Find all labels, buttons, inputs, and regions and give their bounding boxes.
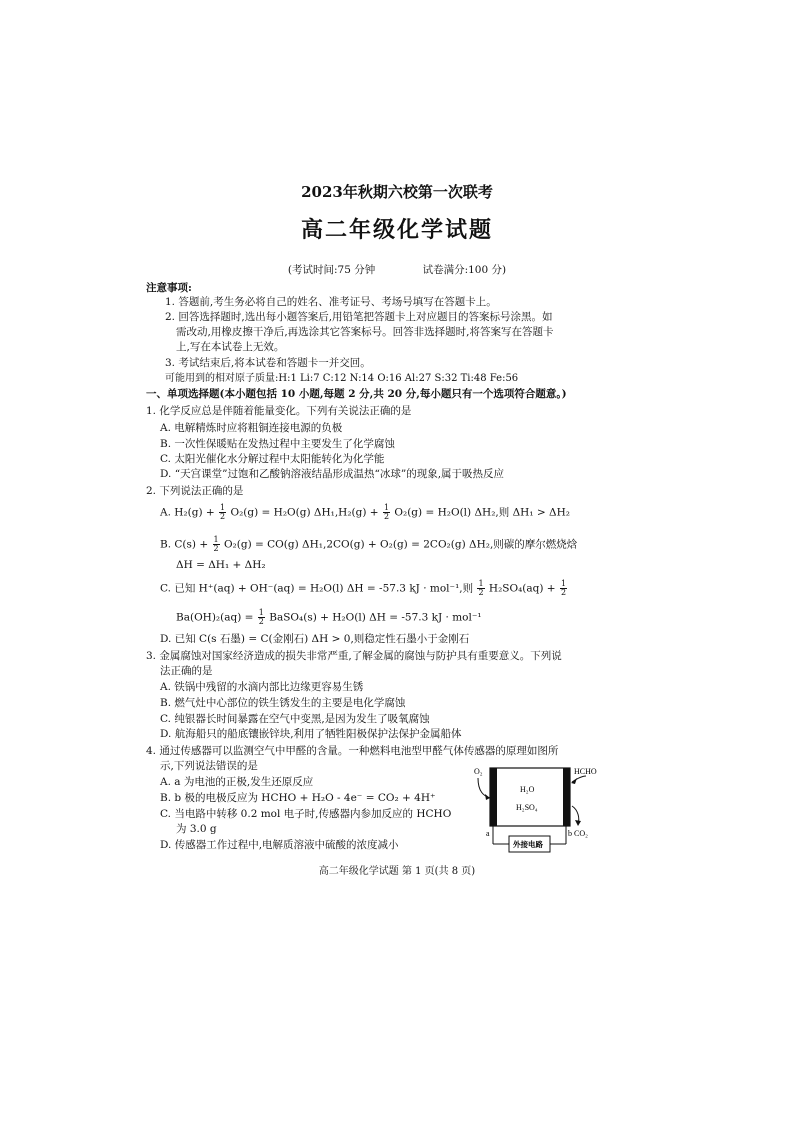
notice-item-2: 2. 回答选择题时,选出每小题答案后,用铅笔把答题卡上对应题目的答案标号涂黑。如	[165, 311, 553, 323]
notice-item-2-cont: 需改动,用橡皮擦干净后,再选涂其它答案标号。回答非选择题时,将答案写在答题卡	[176, 326, 554, 338]
fraction: $\frac{1}{2}$	[258, 608, 264, 626]
q2-option-b	[160, 536, 577, 553]
o2-arrow	[478, 778, 490, 798]
electrode-a	[490, 768, 497, 826]
notice-item-1: 1. 答题前,考生务必将自己的姓名、准考证号、考场号填写在答题卡上。	[165, 296, 497, 308]
q2-option-c-cont	[176, 609, 482, 626]
notice-heading: 注意事项:	[146, 282, 192, 294]
q2-option-a	[160, 504, 570, 521]
fuel-cell-diagram	[474, 762, 614, 862]
electrode-a-label: a	[486, 829, 490, 838]
q2-c-part3: Ba(OH)₂(aq) =	[176, 611, 254, 624]
notice-item-2-end: 上,写在本试卷上无效。	[176, 341, 285, 353]
q3-stem-cont: 法正确的是	[160, 665, 213, 677]
q2-c-part2: H₂SO₄(aq) +	[488, 582, 556, 595]
fraction: $\frac{1}{2}$	[383, 503, 390, 521]
electrode-b-label: b	[568, 829, 572, 838]
acid-label: H₂SO₄	[516, 803, 538, 812]
arrow-head	[571, 778, 577, 784]
fraction: $\frac{1}{2}$	[560, 579, 567, 597]
q3-stem: 3. 金属腐蚀对国家经济造成的损失非常严重,了解金属的腐蚀与防护具有重要意义。下列说	[146, 650, 562, 662]
q1-option-a: A. 电解精炼时应将粗铜连接电源的负极	[160, 422, 343, 434]
page-footer: 高二年级化学试题 第 1 页(共 8 页)	[318, 866, 476, 877]
atomic-masses: 可能用到的相对原子质量:H:1 Li:7 C:12 N:14 O:16 Al:27 S:32 Ti:48 Fe:56	[165, 373, 519, 384]
exam-subtitle: 高二年级化学试题	[300, 217, 493, 243]
q1-stem: 1. 化学反应总是伴随着能量变化。下列有关说法正确的是	[146, 405, 412, 417]
q4-option-b: B. b 极的电极反应为 HCHO + H₂O - 4e⁻ = CO₂ + 4H⁺	[160, 792, 436, 804]
section-heading: 一、单项选择题(本小题包括 10 小题,每题 2 分,共 20 分,每小题只有一个选项符合题意。)	[146, 388, 567, 400]
q4-stem-cont: 示,下列说法错误的是	[160, 760, 258, 772]
q2-b-part2: O₂(g) = CO(g) ΔH₁,2CO(g) + O₂(g) = 2CO₂(g) ΔH₂,则碳的摩尔燃烧焓	[223, 538, 578, 551]
q2-b-part1: B. C(s) +	[160, 538, 209, 551]
fraction: $\frac{1}{2}$	[213, 535, 219, 553]
q4-option-c-cont: 为 3.0 g	[176, 823, 217, 835]
q1-option-c: C. 太阳光催化水分解过程中太阳能转化为化学能	[160, 453, 385, 465]
q2-a-part2: O₂(g) = H₂O(g) ΔH₁,H₂(g) +	[230, 506, 379, 519]
arrow-head	[575, 820, 581, 826]
exam-time: (考试时间:75 分钟	[287, 264, 376, 276]
q2-stem: 2. 下列说法正确的是	[146, 485, 244, 497]
circuit-label: 外接电路	[513, 840, 543, 849]
q2-c-part1: C. 已知 H⁺(aq) + OH⁻(aq) = H₂O(l) ΔH = -57.3 kJ · mol⁻¹,则	[160, 582, 474, 595]
q2-option-d: D. 已知 C(s 石墨) = C(金刚石) ΔH > 0,则稳定性石墨小于金刚石	[160, 633, 470, 645]
q4-stem: 4. 通过传感器可以监测空气中甲醛的含量。一种燃料电池型甲醛气体传感器的原理如图所	[146, 745, 559, 757]
q3-option-c: C. 纯银器长时间暴露在空气中变黑,是因为发生了吸氧腐蚀	[160, 713, 430, 725]
exam-score: 试卷满分:100 分)	[422, 264, 507, 276]
fraction: $\frac{1}{2}$	[220, 503, 226, 521]
q4-option-a: A. a 为电池的正极,发生还原反应	[160, 776, 314, 788]
exam-title: 2023年秋期六校第一次联考	[301, 183, 493, 201]
q2-a-part3: O₂(g) = H₂O(l) ΔH₂,则 ΔH₁ > ΔH₂	[394, 506, 570, 519]
q4-option-c: C. 当电路中转移 0.2 mol 电子时,传感器内参加反应的 HCHO	[160, 808, 452, 820]
q4-option-d: D. 传感器工作过程中,电解质溶液中硫酸的浓度减小	[160, 839, 399, 851]
exam-info	[0, 262, 794, 277]
q2-option-b-cont: ΔH = ΔH₁ + ΔH₂	[176, 559, 266, 571]
q3-option-b: B. 燃气灶中心部位的铁生锈发生的主要是电化学腐蚀	[160, 697, 406, 709]
hcho-label: HCHO	[574, 767, 597, 776]
arrow-head	[485, 794, 490, 800]
q2-option-c	[160, 580, 568, 597]
electrode-b	[563, 768, 570, 826]
q3-option-d: D. 航海船只的船底镶嵌锌块,利用了牺牲阳极保护法保护金属船体	[160, 728, 462, 740]
q2-c-part4: BaSO₄(s) + H₂O(l) ΔH = -57.3 kJ · mol⁻¹	[269, 611, 482, 624]
q1-option-d: D. “天宫课堂”过饱和乙酸钠溶液结晶形成温热“冰球”的现象,属于吸热反应	[160, 468, 505, 480]
q3-option-a: A. 铁锅中残留的水滴内部比边缘更容易生锈	[160, 681, 364, 693]
co2-label: CO₂	[574, 829, 588, 838]
electrolyte-container	[490, 768, 570, 826]
water-label: H₂O	[520, 785, 535, 794]
notice-item-3: 3. 考试结束后,将本试卷和答题卡一并交回。	[165, 357, 371, 369]
q2-a-part1: A. H₂(g) +	[160, 506, 215, 519]
o2-label: O₂	[474, 767, 483, 776]
fraction: $\frac{1}{2}$	[478, 579, 484, 597]
q1-option-b: B. 一次性保暖贴在发热过程中主要发生了化学腐蚀	[160, 438, 395, 450]
